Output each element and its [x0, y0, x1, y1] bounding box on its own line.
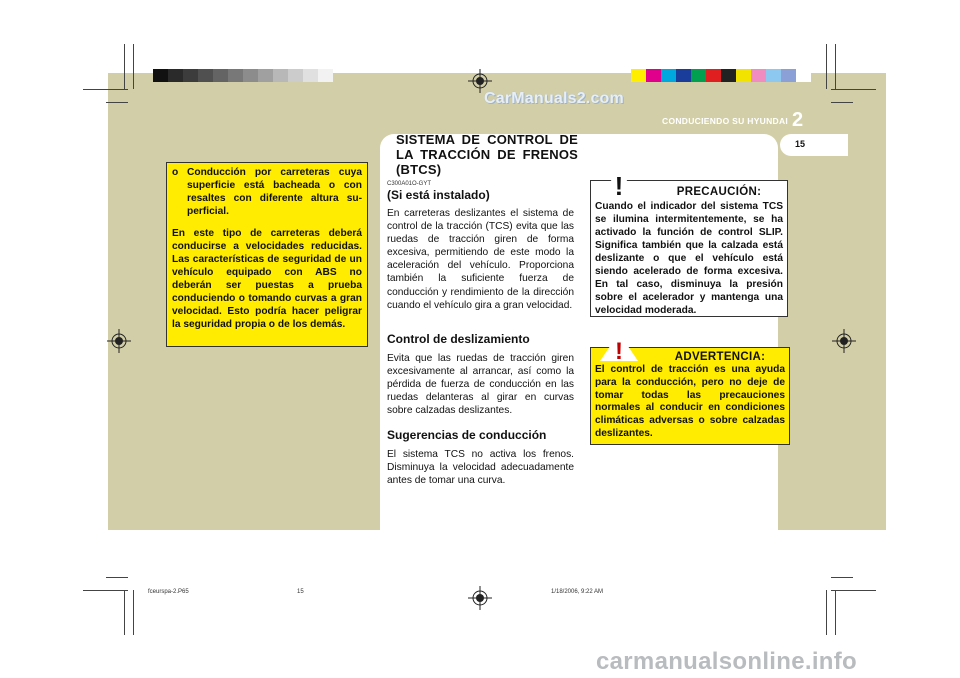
caution-box [590, 180, 788, 317]
color-swatch [706, 69, 721, 82]
gray-swatch [168, 69, 183, 82]
crop-mark [826, 590, 827, 635]
intro-paragraph: En carreteras deslizantes el sistema de control de la tracción (TCS) evita que las ruedas de tracción giren de forma excesiva, permitiendo de este modo la aceleración del vehículo. Proporciona también la suficiente fuerza de conducción y rendimiento de la dirección cuando el vehículo gira a gran velocidad. [387, 208, 574, 311]
footer-filename: fceurspa-2.P65 [148, 589, 189, 595]
gray-registration-bars [153, 69, 333, 82]
crop-mark [106, 102, 128, 103]
gray-swatch [228, 69, 243, 82]
crop-mark [835, 590, 836, 635]
color-swatch [751, 69, 766, 82]
color-swatch [646, 69, 661, 82]
watermark-top: CarManuals2.com [484, 90, 624, 107]
gray-swatch [213, 69, 228, 82]
footer-page: 15 [297, 589, 304, 595]
crop-mark [133, 44, 134, 89]
crop-mark [831, 590, 876, 591]
gray-swatch [273, 69, 288, 82]
gray-swatch [303, 69, 318, 82]
gray-swatch [198, 69, 213, 82]
gray-swatch [183, 69, 198, 82]
warning-text: El control de tracción es una ayuda para la conducción, pero no deje de tomar todas las precauciones normales al conducir en condiciones climáticas adversas o sobre calzadas deslizantes. [595, 364, 785, 439]
crop-mark [83, 590, 128, 591]
crop-mark [106, 577, 128, 578]
registration-target-icon [107, 329, 131, 353]
color-swatch [766, 69, 781, 82]
color-swatch [781, 69, 796, 82]
color-swatch [736, 69, 751, 82]
crop-mark [831, 102, 853, 103]
gray-swatch [288, 69, 303, 82]
chapter-number: 2 [792, 109, 804, 131]
driving-tips-paragraph: El sistema TCS no activa los frenos. Disminuya la velocidad adecuadamente antes de tomar una curva. [387, 449, 574, 487]
gray-swatch [153, 69, 168, 82]
page-title: SISTEMA DE CONTROL DE LA TRACCIÓN DE FRENOS (BTCS) [396, 132, 578, 177]
caution-text: Cuando el indicador del sistema TCS se ilumina intermitentemente, se ha activado la función de control SLIP. Significa también que la calzada está deslizante o que el vehículo está siendo acelerado de forma excesiva. En tal caso, disminuya la presión sobre el acelerador y mantenga una velocidad moderada. [595, 201, 783, 316]
crop-mark [831, 89, 876, 90]
section-heading-driving-tips: Sugerencias de conducción [387, 428, 547, 442]
abs-paragraph: En este tipo de carreteras deberá conducirse a velocidades reducidas. Las características de seguridad de un vehículo equipado con ABS no deberán ser puestas a prueba conduciendo o tomando curvas a gran velocidad. Esto podría hacer peligrar la seguridad propia o de los demás. [172, 228, 362, 330]
caution-title: PRECAUCIÓN: [676, 186, 762, 198]
abs-note-box [166, 162, 368, 347]
bullet-item [172, 166, 362, 218]
svg-text:!: ! [615, 338, 623, 363]
section-code: C300A01O-GYT [387, 181, 432, 187]
warning-title: ADVERTENCIA: [674, 351, 766, 363]
color-swatch [631, 69, 646, 82]
color-swatch [661, 69, 676, 82]
subtitle: (Si está instalado) [387, 188, 490, 202]
crop-mark [835, 44, 836, 89]
crop-mark [124, 44, 125, 89]
page-tab [780, 134, 848, 156]
crop-mark [831, 577, 853, 578]
registration-target-icon [468, 586, 492, 610]
crop-mark [133, 590, 134, 635]
crop-mark [83, 89, 128, 90]
bullet-marker: o [172, 167, 179, 178]
crop-mark [124, 590, 125, 635]
footer-date: 1/18/2006, 9:22 AM [551, 589, 604, 595]
watermark-bottom: carmanualsonline.info [596, 648, 858, 675]
color-swatch [796, 69, 811, 82]
color-swatch [721, 69, 736, 82]
color-swatch [676, 69, 691, 82]
crop-mark [826, 44, 827, 89]
page-number: 15 [795, 139, 806, 149]
registration-target-icon [832, 329, 856, 353]
slip-control-paragraph: Evita que las ruedas de tracción giren excesivamente al arrancar, así como la pérdida de fuerza de conducción en las ruedas delanteras al girar en curvas sobre calzadas deslizantes. [387, 353, 574, 417]
gray-swatch [318, 69, 333, 82]
exclamation-triangle-icon [598, 166, 640, 200]
bullet-text: Conducción por carreteras cuya superficie está bacheada o con resaltes con diferente altura su-perficial. [187, 167, 362, 217]
color-swatch [691, 69, 706, 82]
gray-swatch [243, 69, 258, 82]
exclamation-triangle-icon [598, 331, 640, 363]
color-registration-bars [631, 69, 811, 82]
gray-swatch [258, 69, 273, 82]
section-heading-slip-control: Control de deslizamiento [387, 332, 530, 346]
svg-text:!: ! [614, 171, 624, 200]
section-label: CONDUCIENDO SU HYUNDAI [662, 116, 789, 126]
